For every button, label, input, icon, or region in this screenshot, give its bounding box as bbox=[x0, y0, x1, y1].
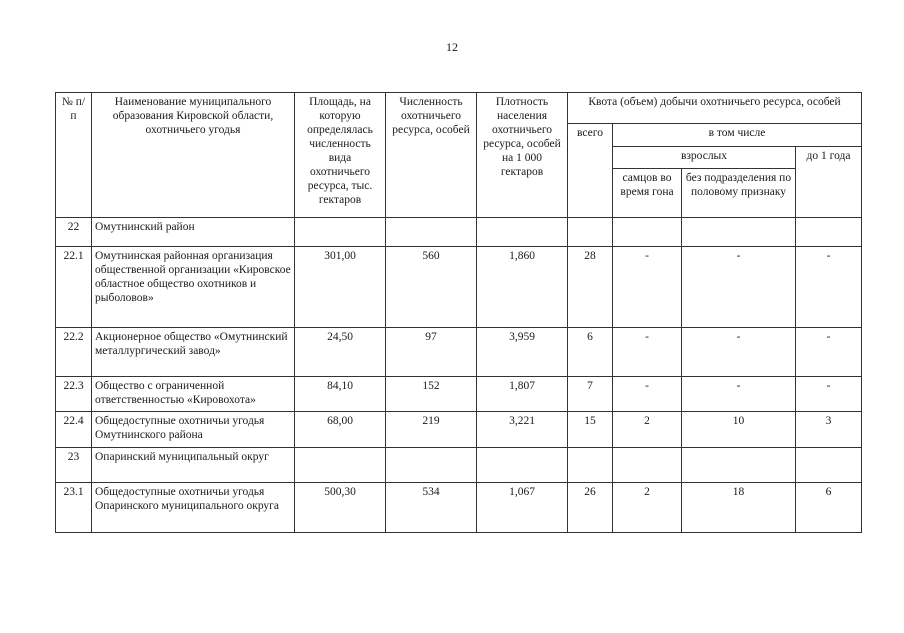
quota-table bbox=[55, 92, 862, 533]
cell-under1 bbox=[796, 448, 862, 483]
table-row bbox=[56, 412, 862, 448]
header-total: всего bbox=[568, 124, 613, 218]
cell-total bbox=[568, 448, 613, 483]
cell-total: 15 bbox=[568, 412, 613, 448]
cell-count: 219 bbox=[386, 412, 477, 448]
cell-no: 22 bbox=[56, 218, 92, 247]
header-no: № п/п bbox=[56, 93, 92, 218]
cell-under1: - bbox=[796, 377, 862, 412]
table-row bbox=[56, 328, 862, 377]
cell-total: 6 bbox=[568, 328, 613, 377]
cell-under1: - bbox=[796, 328, 862, 377]
cell-total: 28 bbox=[568, 247, 613, 328]
cell-name: Омутнинская районная организация общественной организации «Кировское областное общество охотников и рыболовов» bbox=[92, 247, 295, 328]
cell-males: - bbox=[613, 247, 682, 328]
cell-under1: - bbox=[796, 247, 862, 328]
cell-nosex: 18 bbox=[682, 483, 796, 533]
cell-total: 26 bbox=[568, 483, 613, 533]
page-number: 12 bbox=[446, 40, 458, 54]
header-area: Площадь, на которую определялась численность вида охотничьего ресурса, тыс. гектаров bbox=[295, 93, 386, 218]
header-including: в том числе bbox=[613, 124, 862, 147]
cell-count bbox=[386, 448, 477, 483]
cell-count bbox=[386, 218, 477, 247]
cell-area: 301,00 bbox=[295, 247, 386, 328]
cell-area bbox=[295, 218, 386, 247]
cell-males bbox=[613, 448, 682, 483]
cell-nosex bbox=[682, 448, 796, 483]
header-adults: взрослых bbox=[613, 147, 796, 169]
cell-area: 68,00 bbox=[295, 412, 386, 448]
cell-nosex: - bbox=[682, 377, 796, 412]
table-row bbox=[56, 247, 862, 328]
table-row bbox=[56, 218, 862, 247]
cell-density bbox=[477, 218, 568, 247]
cell-under1: 3 bbox=[796, 412, 862, 448]
cell-count: 534 bbox=[386, 483, 477, 533]
cell-no: 22.4 bbox=[56, 412, 92, 448]
cell-no: 22.3 bbox=[56, 377, 92, 412]
cell-males: - bbox=[613, 328, 682, 377]
header-quota: Квота (объем) добычи охотничьего ресурса, особей bbox=[568, 93, 862, 124]
cell-count: 152 bbox=[386, 377, 477, 412]
cell-name: Акционерное общество «Омутнинский металлургический завод» bbox=[92, 328, 295, 377]
cell-density: 1,860 bbox=[477, 247, 568, 328]
cell-total: 7 bbox=[568, 377, 613, 412]
cell-males: 2 bbox=[613, 483, 682, 533]
cell-density: 1,807 bbox=[477, 377, 568, 412]
cell-density: 1,067 bbox=[477, 483, 568, 533]
cell-under1 bbox=[796, 218, 862, 247]
table-row bbox=[56, 483, 862, 533]
header-males: самцов во время гона bbox=[613, 169, 682, 218]
cell-nosex: - bbox=[682, 328, 796, 377]
cell-density: 3,221 bbox=[477, 412, 568, 448]
header-row bbox=[56, 93, 862, 124]
cell-density: 3,959 bbox=[477, 328, 568, 377]
cell-area: 84,10 bbox=[295, 377, 386, 412]
cell-males bbox=[613, 218, 682, 247]
cell-nosex bbox=[682, 218, 796, 247]
cell-nosex: - bbox=[682, 247, 796, 328]
cell-name: Общедоступные охотничьи угодья Омутнинского района bbox=[92, 412, 295, 448]
cell-no: 23.1 bbox=[56, 483, 92, 533]
cell-count: 97 bbox=[386, 328, 477, 377]
header-density: Плотность населения охотничьего ресурса, особей на 1 000 гектаров bbox=[477, 93, 568, 218]
cell-count: 560 bbox=[386, 247, 477, 328]
header-under1: до 1 года bbox=[796, 147, 862, 218]
cell-nosex: 10 bbox=[682, 412, 796, 448]
cell-area bbox=[295, 448, 386, 483]
cell-name: Омутнинский район bbox=[92, 218, 295, 247]
cell-area: 500,30 bbox=[295, 483, 386, 533]
header-name: Наименование муниципального образования Кировской области, охотничьего угодья bbox=[92, 93, 295, 218]
cell-name: Опаринский муниципальный округ bbox=[92, 448, 295, 483]
cell-males: 2 bbox=[613, 412, 682, 448]
cell-no: 22.1 bbox=[56, 247, 92, 328]
cell-total bbox=[568, 218, 613, 247]
cell-no: 23 bbox=[56, 448, 92, 483]
cell-name: Общество с ограниченной ответственностью «Кировохота» bbox=[92, 377, 295, 412]
table-row bbox=[56, 377, 862, 412]
cell-density bbox=[477, 448, 568, 483]
header-nosex: без подразделения по половому признаку bbox=[682, 169, 796, 218]
cell-name: Общедоступные охотничьи угодья Опаринского муниципального округа bbox=[92, 483, 295, 533]
header-count: Численность охотничьего ресурса, особей bbox=[386, 93, 477, 218]
cell-males: - bbox=[613, 377, 682, 412]
cell-no: 22.2 bbox=[56, 328, 92, 377]
table-row bbox=[56, 448, 862, 483]
cell-area: 24,50 bbox=[295, 328, 386, 377]
cell-under1: 6 bbox=[796, 483, 862, 533]
